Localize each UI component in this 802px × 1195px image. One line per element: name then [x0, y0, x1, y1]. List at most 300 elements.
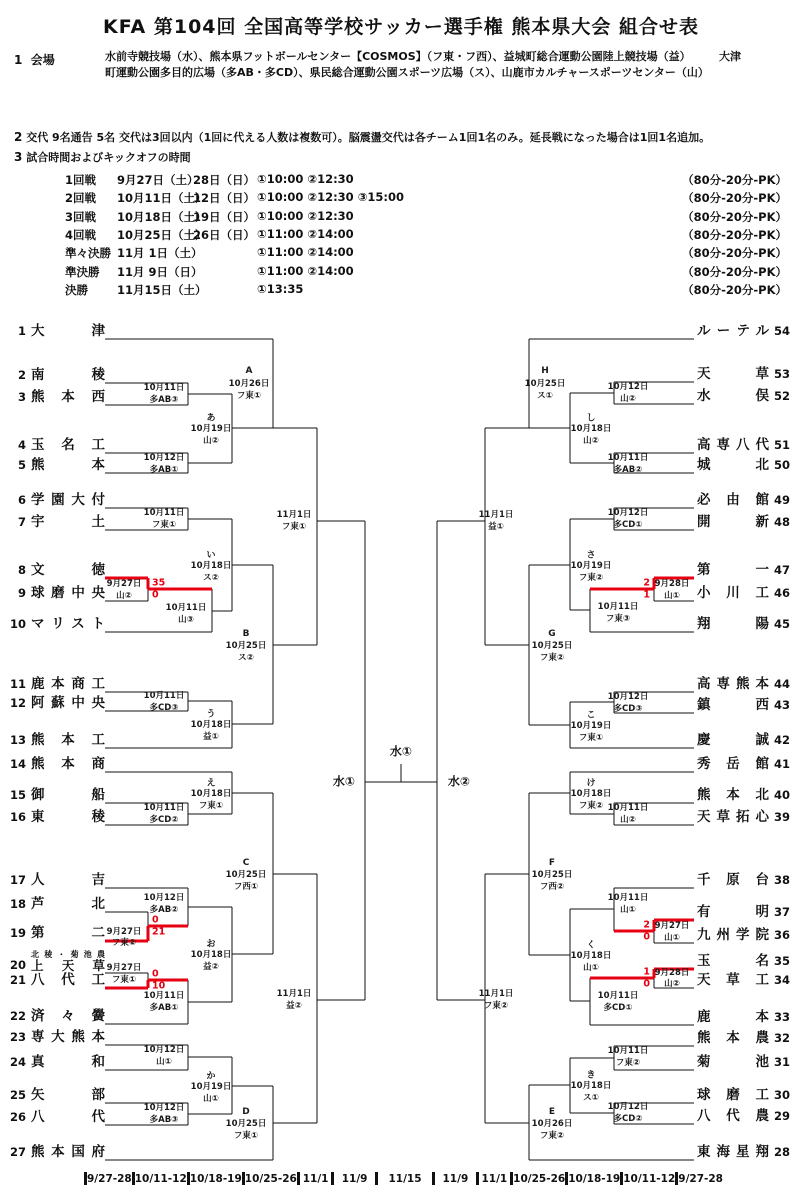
team-seed-46: 46: [774, 586, 791, 600]
match-venue-m8: 多CD③: [149, 703, 179, 713]
schedule-times: ①11:00 ②14:00: [257, 245, 354, 260]
score-top-m2: 0: [152, 914, 159, 926]
team-41: 秀岳館: [697, 756, 769, 772]
schedule-no: 3: [14, 150, 23, 164]
team-28: 東海星翔: [697, 1144, 769, 1160]
team-33: 鹿本: [697, 1009, 769, 1025]
schedule-format: （80分-20分-PK）: [682, 264, 787, 279]
team-47: 第一: [697, 562, 769, 578]
team-seed-30: 30: [774, 1088, 791, 1102]
match-venue-m45: ス①: [537, 391, 553, 401]
match-venue-m9: 多CD②: [149, 815, 179, 825]
match-venue-m28: 山②: [664, 979, 680, 989]
match-mark-m17: え: [206, 778, 216, 789]
match-venue-m6: フ東①: [151, 520, 177, 530]
team-seed-4: 4: [17, 438, 26, 452]
match-date-m35: 10月11日: [607, 893, 649, 903]
team-seed-24: 24: [9, 1055, 26, 1069]
match-mark-m47: F: [548, 858, 556, 868]
schedule-format: （80分-20分-PK）: [682, 173, 787, 187]
match-venue-m33: 多CD③: [613, 704, 643, 714]
team-seed-28: 28: [774, 1145, 791, 1159]
team-38: 千原台: [697, 872, 769, 888]
team-40: 熊本北: [697, 787, 769, 803]
score-top-m26: 2: [643, 577, 650, 589]
schedule-date2: 28日（日）: [193, 173, 256, 187]
match-date-m1: 9月27日: [106, 579, 142, 589]
match-date-m47: 10月25日: [531, 870, 573, 880]
team-seed-25: 25: [9, 1088, 26, 1102]
team-20: [31, 949, 105, 973]
team-6: 学園大付: [31, 492, 105, 508]
match-date-m30: 10月11日: [607, 453, 649, 463]
schedule-date1: 11月 9日（日）: [117, 264, 203, 279]
match-date-m12: 10月12日: [143, 1045, 185, 1055]
axis-date: 10/25-26: [244, 1172, 297, 1185]
team-seed-1: 1: [17, 324, 26, 338]
match-date-m10: 10月12日: [143, 893, 185, 903]
match-venue-m4: 多AB③: [149, 395, 179, 405]
final-mark: 水①: [389, 744, 413, 759]
team-7: 宇土: [31, 514, 105, 530]
axis-date: 10/18-19: [568, 1172, 621, 1185]
match-venue-m5: 多AB①: [149, 465, 179, 475]
match-venue-m24: フ東①: [281, 522, 307, 532]
match-mark-m44: き: [586, 1070, 596, 1081]
team-seed-7: 7: [17, 515, 26, 529]
team-seed-23: 23: [9, 1030, 26, 1044]
match-venue-m20: フ東①: [236, 391, 262, 401]
schedule-format: （80分-20分-PK）: [682, 246, 787, 261]
venue-line2: 町運動公園多目的広場（多AB・多CD）、県民総合運動公園スポーツ広場（ス）、山鹿市カルチャースポーツセンター（山）: [105, 66, 709, 79]
score-top-m3: 0: [152, 968, 159, 980]
match-venue-m16: 益①: [203, 732, 219, 742]
match-date-m4: 10月11日: [143, 383, 185, 393]
schedule-times: ①11:00 ②14:00: [257, 226, 354, 241]
venue-line1-right: 大津: [719, 50, 741, 63]
team-seed-49: 49: [774, 493, 791, 507]
match-date-m7: 10月11日: [165, 603, 207, 613]
match-mark-m45: H: [541, 366, 549, 376]
semifinal-right-mark: 水②: [447, 774, 471, 789]
score-top-m1: 35: [152, 577, 166, 589]
team-42: 慶誠: [697, 732, 769, 748]
match-date-m11: 10月11日: [143, 991, 185, 1001]
match-date-m46: 10月25日: [531, 641, 573, 651]
team-seed-8: 8: [17, 563, 26, 577]
axis-date: 10/11-12: [134, 1172, 187, 1185]
schedule-format: （80分-20分-PK）: [682, 209, 787, 224]
match-mark-m46: G: [548, 629, 556, 639]
team-seed-29: 29: [774, 1109, 791, 1123]
team-3: 熊本西: [31, 389, 105, 405]
match-date-m21: 10月25日: [225, 641, 267, 651]
match-venue-m48: フ東②: [539, 1131, 565, 1141]
team-32: 熊本農: [697, 1030, 769, 1046]
match-date-m45: 10月25日: [524, 379, 566, 389]
axis-date: 9/27-28: [678, 1172, 723, 1185]
team-seed-38: 38: [774, 873, 791, 887]
team-23: 専大熊本: [31, 1029, 105, 1045]
score-bottom-m3: 10: [152, 980, 166, 992]
team-21: 八代工: [31, 972, 105, 988]
match-venue-m2: フ東②: [111, 938, 137, 948]
team-30: 球磨工: [697, 1087, 769, 1103]
match-date-m25: 11月1日: [276, 989, 312, 999]
schedule-round: 1回戦: [65, 173, 97, 187]
schedule-round: 3回戦: [65, 209, 97, 224]
match-mark-m14: あ: [206, 413, 216, 424]
match-venue-m41: フ東①: [578, 733, 604, 743]
match-mark-m21: B: [242, 629, 250, 639]
match-venue-m7: 山③: [178, 615, 194, 625]
schedule-date1: 11月15日（土）: [117, 282, 207, 297]
axis-date: 11/1: [302, 1172, 329, 1185]
team-18: 芦北: [31, 896, 105, 912]
team-seed-6: 6: [17, 493, 26, 507]
team-48: 開新: [697, 514, 769, 530]
team-seed-12: 12: [9, 696, 26, 710]
match-date-m44: 10月18日: [570, 1081, 612, 1091]
match-venue-m10: 多AB②: [149, 905, 179, 915]
team-25: 矢部: [31, 1087, 105, 1103]
team-36: 九州学院: [697, 927, 769, 943]
match-venue-m37: フ東②: [615, 1058, 641, 1068]
axis-date: 11/9: [442, 1172, 469, 1185]
match-date-m17: 10月18日: [190, 789, 232, 799]
schedule-heading-text: 試合時間およびキックオフの時間: [26, 151, 191, 164]
team-17: 人吉: [31, 872, 105, 888]
match-date-m28: 9月28日: [654, 968, 690, 978]
venue-no: 1: [14, 53, 23, 67]
schedule-date2: 12日（日）: [193, 191, 256, 206]
match-date-m49: 11月1日: [478, 510, 514, 520]
match-venue-m23: フ東①: [233, 1131, 259, 1141]
team-45: 翔陽: [697, 616, 769, 632]
team-seed-16: 16: [9, 810, 26, 824]
team-seed-19: 19: [9, 926, 26, 940]
match-date-m18: 10月18日: [190, 950, 232, 960]
schedule-times: ①10:00 ②12:30 ③15:00: [257, 190, 405, 205]
match-date-m26: 9月28日: [654, 579, 690, 589]
match-date-m41: 10月19日: [570, 721, 612, 731]
team-seed-17: 17: [9, 873, 26, 887]
team-24: 真和: [31, 1054, 105, 1070]
match-date-m33: 10月12日: [607, 692, 649, 702]
match-venue-m27: 山①: [664, 933, 680, 943]
team-53: 天草: [697, 366, 769, 382]
schedule-times: ①10:00 ②12:30: [257, 208, 354, 223]
page-title: KFA 第104回 全国高等学校サッカー選手権 熊本県大会 組合せ表: [103, 16, 699, 38]
match-date-m2: 9月27日: [106, 927, 142, 937]
schedule-times: ①13:35: [257, 281, 304, 296]
match-date-m40: 10月19日: [570, 561, 612, 571]
match-venue-m35: 山①: [620, 905, 636, 915]
team-seed-22: 22: [9, 1009, 26, 1023]
match-date-m38: 10月12日: [607, 1102, 649, 1112]
schedule-times: ①10:00 ②12:30: [257, 172, 354, 186]
match-date-m22: 10月25日: [225, 870, 267, 880]
team-43: 鎮西: [697, 697, 769, 713]
team-15: 御船: [31, 787, 105, 803]
team-2: 南稜: [31, 367, 105, 383]
match-venue-m40: フ東②: [578, 573, 604, 583]
team-46: 小川工: [697, 585, 769, 601]
match-venue-m47: フ西②: [539, 882, 565, 892]
venue-label: 会場: [30, 53, 55, 67]
match-venue-m13: 多AB③: [149, 1115, 179, 1125]
match-venue-m38: 多CD②: [613, 1114, 643, 1124]
team-seed-26: 26: [9, 1110, 26, 1124]
match-venue-m36: 多CD①: [603, 1003, 633, 1013]
match-mark-m19: か: [206, 1071, 216, 1082]
team-seed-32: 32: [774, 1031, 791, 1045]
match-date-m19: 10月19日: [190, 1082, 232, 1092]
team-seed-53: 53: [774, 367, 791, 381]
schedule-date1: 11月 1日（土）: [117, 246, 203, 261]
team-seed-45: 45: [774, 617, 791, 631]
match-venue-m12: 山①: [156, 1057, 172, 1067]
match-venue-m15: ス②: [203, 573, 219, 583]
team-4: 玉名工: [31, 437, 105, 453]
team-seed-9: 9: [17, 586, 26, 600]
match-mark-m18: お: [206, 939, 216, 950]
team-seed-42: 42: [774, 733, 791, 747]
rules-no: 2: [14, 130, 23, 144]
match-date-m6: 10月11日: [143, 508, 185, 518]
match-mark-m39: し: [586, 413, 596, 424]
match-date-m20: 10月26日: [228, 379, 270, 389]
score-bottom-m27: 0: [643, 931, 650, 943]
schedule-round: 決勝: [65, 282, 88, 297]
match-date-m9: 10月11日: [143, 803, 185, 813]
match-mark-m22: C: [242, 858, 250, 868]
team-seed-18: 18: [9, 897, 26, 911]
team-49: 必由館: [697, 492, 769, 508]
team-seed-52: 52: [774, 389, 791, 403]
schedule-date1: 10月18日（土）: [117, 209, 207, 224]
match-mark-m23: D: [242, 1107, 250, 1117]
match-mark-m41: こ: [586, 710, 596, 721]
match-venue-m43: 山①: [583, 963, 599, 973]
schedule-format: （80分-20分-PK）: [682, 227, 787, 242]
team-11: 鹿本商工: [31, 676, 105, 692]
team-seed-11: 11: [9, 677, 26, 691]
team-31: 菊池: [697, 1054, 769, 1070]
match-venue-m3: フ東①: [111, 975, 137, 985]
team-52: 水俣: [697, 388, 769, 404]
match-date-m29: 10月12日: [607, 382, 649, 392]
score-bottom-m1: 0: [152, 589, 159, 601]
match-venue-m46: フ東②: [539, 653, 565, 663]
match-date-m50: 11月1日: [478, 989, 514, 999]
team-13: 熊本工: [31, 732, 105, 748]
match-date-m48: 10月26日: [531, 1119, 573, 1129]
match-venue-m39: 山②: [583, 436, 599, 446]
team-22: 済々黌: [31, 1008, 105, 1024]
schedule-round: 準決勝: [65, 264, 100, 279]
match-date-m42: 10月18日: [570, 789, 612, 799]
match-mark-m43: く: [586, 940, 596, 951]
team-seed-14: 14: [9, 757, 26, 771]
score-bottom-m28: 0: [643, 978, 650, 990]
match-mark-m42: け: [586, 778, 596, 789]
score-top-m27: 2: [643, 919, 650, 931]
team-seed-44: 44: [774, 677, 791, 691]
axis-date: 9/27-28: [87, 1172, 132, 1185]
team-5: 熊本: [31, 457, 105, 473]
match-date-m43: 10月18日: [570, 951, 612, 961]
team-44: 高専熊本: [697, 676, 769, 692]
match-venue-m50: フ東②: [483, 1001, 509, 1011]
team-14: 熊本商: [31, 756, 105, 772]
match-venue-m26: 山①: [664, 591, 680, 601]
team-seed-21: 21: [9, 973, 26, 987]
match-venue-m49: 益①: [488, 522, 504, 532]
axis-date: 11/1: [481, 1172, 508, 1185]
schedule-date2: 19日（日）: [193, 209, 256, 224]
match-date-m8: 10月11日: [143, 691, 185, 701]
team-16: 東稜: [31, 809, 105, 825]
match-mark-m20: A: [245, 366, 253, 376]
semifinal-left-mark: 水①: [332, 774, 356, 789]
team-seed-34: 34: [774, 973, 791, 987]
venue-line1: 水前寺競技場（水）、熊本県フットボールセンター【COSMOS】（フ東・フ西）、益城町総合運動公園陸上競技場（益）: [105, 50, 691, 63]
schedule-date1: 10月25日（土）: [117, 227, 207, 242]
match-venue-m25: 益②: [286, 1001, 302, 1011]
match-venue-m22: フ西①: [233, 882, 259, 892]
team-8: 文徳: [31, 562, 105, 578]
team-seed-27: 27: [9, 1145, 26, 1159]
match-venue-m32: フ東③: [605, 614, 631, 624]
team-seed-13: 13: [9, 733, 26, 747]
team-39: 天草拓心: [697, 809, 769, 825]
team-35: 玉名: [697, 953, 769, 969]
match-date-m15: 10月18日: [190, 561, 232, 571]
team-seed-36: 36: [774, 928, 791, 942]
team-seed-43: 43: [774, 698, 791, 712]
team-1: 大津: [31, 323, 105, 339]
schedule-round: 2回戦: [65, 191, 97, 206]
team-26: 八代: [31, 1109, 105, 1125]
match-venue-m30: 多AB②: [613, 465, 643, 475]
axis-date: 10/18-19: [189, 1172, 242, 1185]
match-date-m32: 10月11日: [597, 602, 639, 612]
team-34: 天草工: [697, 972, 769, 988]
match-date-m24: 11月1日: [276, 510, 312, 520]
schedule-format: （80分-20分-PK）: [682, 191, 787, 206]
team-51: 高専八代: [697, 437, 769, 453]
match-venue-m18: 益②: [203, 962, 219, 972]
match-venue-m1: 山②: [116, 591, 132, 601]
team-seed-37: 37: [774, 905, 791, 919]
team-27: 熊本国府: [31, 1144, 105, 1160]
match-venue-m17: フ東①: [198, 801, 224, 811]
winner-path-red-lines: [105, 578, 694, 988]
match-date-m3: 9月27日: [106, 963, 142, 973]
match-venue-m34: 山②: [620, 815, 636, 825]
match-date-m27: 9月27日: [654, 921, 690, 931]
team-seed-15: 15: [9, 788, 26, 802]
team-seed-31: 31: [774, 1055, 791, 1069]
team-name-bottom: 上天草: [31, 958, 105, 973]
team-seed-51: 51: [774, 438, 791, 452]
rules-text: 交代 9名通告 5名 交代は3回以内（1回に代える人数は複数可）。脳震盪交代は各チーム1回1名のみ。延長戦になった場合は1回1名追加。: [26, 131, 711, 144]
team-seed-41: 41: [774, 757, 791, 771]
team-29: 八代農: [697, 1108, 769, 1124]
team-seed-10: 10: [9, 617, 26, 631]
team-37: 有明: [697, 904, 769, 920]
match-date-m5: 10月12日: [143, 453, 185, 463]
match-venue-m11: 多AB①: [149, 1003, 179, 1013]
team-seed-3: 3: [17, 390, 26, 404]
team-12: 阿蘇中央: [31, 695, 105, 711]
match-date-m37: 10月11日: [607, 1046, 649, 1056]
match-date-m23: 10月25日: [225, 1119, 267, 1129]
schedule-format: （80分-20分-PK）: [682, 282, 787, 297]
axis-date: 10/25-26: [513, 1172, 566, 1185]
date-axis: [84, 1170, 726, 1187]
match-mark-m16: う: [206, 709, 216, 720]
match-date-m34: 10月11日: [607, 803, 649, 813]
axis-date: 11/15: [388, 1172, 422, 1185]
match-venue-m21: ス②: [238, 653, 254, 663]
team-name-top: 北稜・菊池農: [31, 950, 105, 959]
match-mark-m40: さ: [586, 550, 596, 561]
team-seed-50: 50: [774, 458, 791, 472]
match-date-m31: 10月12日: [607, 508, 649, 518]
schedule-round: 4回戦: [65, 227, 97, 242]
score-top-m28: 1: [643, 966, 650, 978]
team-seed-35: 35: [774, 954, 791, 968]
match-venue-m29: 山②: [620, 394, 636, 404]
team-seed-20: 20: [9, 958, 26, 972]
team-seed-33: 33: [774, 1010, 791, 1024]
team-50: 城北: [697, 457, 769, 473]
match-venue-m44: ス①: [583, 1093, 599, 1103]
team-19: 第二: [31, 925, 105, 941]
team-seed-54: 54: [774, 324, 791, 338]
match-mark-m15: い: [206, 550, 216, 561]
team-10: マリスト: [31, 616, 105, 632]
match-venue-m19: 山①: [203, 1094, 219, 1104]
schedule-date1: 10月11日（土）: [117, 191, 207, 206]
team-seed-48: 48: [774, 515, 791, 529]
match-mark-m48: E: [548, 1107, 556, 1117]
team-seed-5: 5: [17, 458, 26, 472]
match-date-m16: 10月18日: [190, 720, 232, 730]
team-seed-39: 39: [774, 810, 791, 824]
team-seed-47: 47: [774, 563, 791, 577]
team-seed-40: 40: [774, 788, 791, 802]
axis-date: 11/9: [341, 1172, 368, 1185]
schedule-date1: 9月27日（土）: [117, 173, 199, 187]
match-date-m39: 10月18日: [570, 424, 612, 434]
match-date-m14: 10月19日: [190, 424, 232, 434]
schedule-round: 準々決勝: [65, 246, 111, 261]
match-venue-m31: 多CD①: [613, 520, 643, 530]
team-9: 球磨中央: [31, 585, 105, 601]
schedule-times: ①11:00 ②14:00: [257, 263, 354, 278]
schedule-date2: 26日（日）: [193, 227, 256, 242]
match-venue-m14: 山②: [203, 436, 219, 446]
team-seed-2: 2: [17, 368, 26, 382]
match-venue-m42: フ東②: [578, 801, 604, 811]
score-bottom-m2: 21: [152, 926, 166, 938]
score-bottom-m26: 1: [643, 589, 650, 601]
match-date-m13: 10月12日: [143, 1103, 185, 1113]
axis-date: 10/11-12: [623, 1172, 676, 1185]
